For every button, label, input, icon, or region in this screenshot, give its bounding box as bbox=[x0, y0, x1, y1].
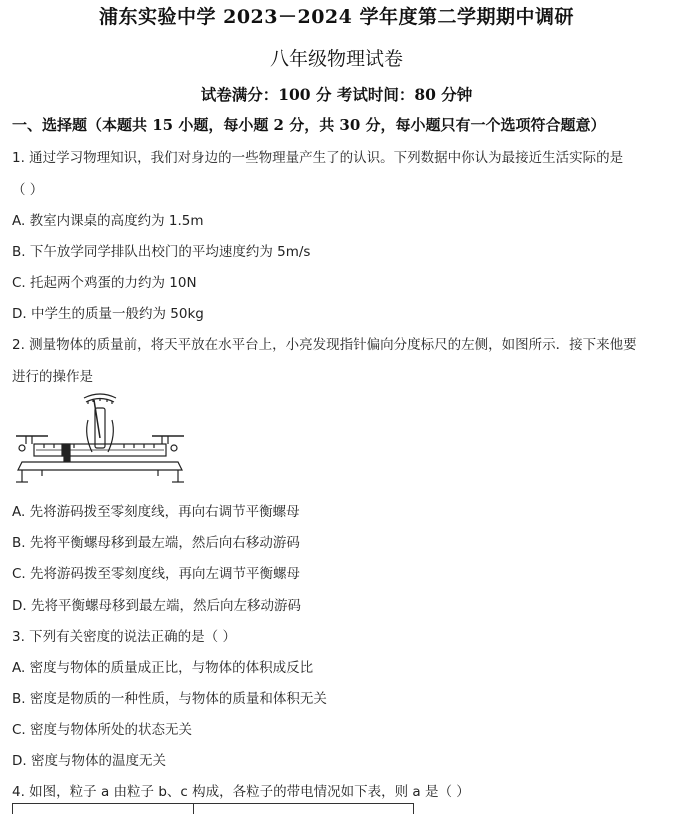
q2-option-a: A. 先将游码拨至零刻度线，再向右调节平衡螺母 bbox=[12, 504, 300, 520]
q3-option-b: B. 密度是物质的一种性质，与物体的质量和体积无关 bbox=[12, 691, 327, 707]
paper-title: 八年级物理试卷 bbox=[269, 48, 403, 70]
q3-option-a: A. 密度与物体的质量成正比，与物体的体积成反比 bbox=[12, 660, 314, 676]
q3-option-d: D. 密度与物体的温度无关 bbox=[12, 753, 166, 769]
q1-stem-line2: （ ） bbox=[12, 182, 44, 198]
q2-option-c: C. 先将游码拨至零刻度线，再向左调节平衡螺母 bbox=[12, 566, 301, 582]
q4-stem: 4. 如图，粒子 a 由粒子 b、c 构成，各粒子的带电情况如下表，则 a 是（ ） bbox=[12, 784, 470, 800]
q1-option-a: A. 教室内课桌的高度约为 1.5m bbox=[12, 213, 204, 229]
q2-option-b: B. 先将平衡螺母移到最左端，然后向右移动游码 bbox=[12, 535, 300, 551]
q2-stem-line2: 进行的操作是 bbox=[12, 369, 93, 385]
q1-option-c: C. 托起两个鸡蛋的力约为 10N bbox=[12, 275, 197, 291]
q2-stem-line1: 2. 测量物体的质量前，将天平放在水平台上，小亮发现指针偏向分度标尺的左侧，如图所示．接下来他要 bbox=[12, 337, 637, 353]
school-exam-title: 浦东实验中学 2023－2024 学年度第二学期期中调研 bbox=[99, 6, 574, 28]
section-heading: 一、选择题（本题共 15 小题，每小题 2 分，共 30 分，每小题只有一个选项符合题意） bbox=[12, 116, 606, 134]
q1-option-d: D. 中学生的质量一般约为 50kg bbox=[12, 306, 204, 322]
balance-scale-figure bbox=[14, 390, 189, 490]
q1-option-b: B. 下午放学同学排队出校门的平均速度约为 5m/s bbox=[12, 244, 311, 260]
q3-option-c: C. 密度与物体所处的状态无关 bbox=[12, 722, 193, 738]
charge-table-top-edge bbox=[12, 803, 414, 814]
q3-stem: 3. 下列有关密度的说法正确的是（ ） bbox=[12, 629, 236, 645]
q2-option-d: D. 先将平衡螺母移到最左端，然后向左移动游码 bbox=[12, 598, 301, 614]
score-time-line: 试卷满分：100 分 考试时间：80 分钟 bbox=[200, 85, 473, 104]
q1-stem-line1: 1. 通过学习物理知识，我们对身边的一些物理量产生了的认识。下列数据中你认为最接近生活实际的是 bbox=[12, 150, 624, 166]
